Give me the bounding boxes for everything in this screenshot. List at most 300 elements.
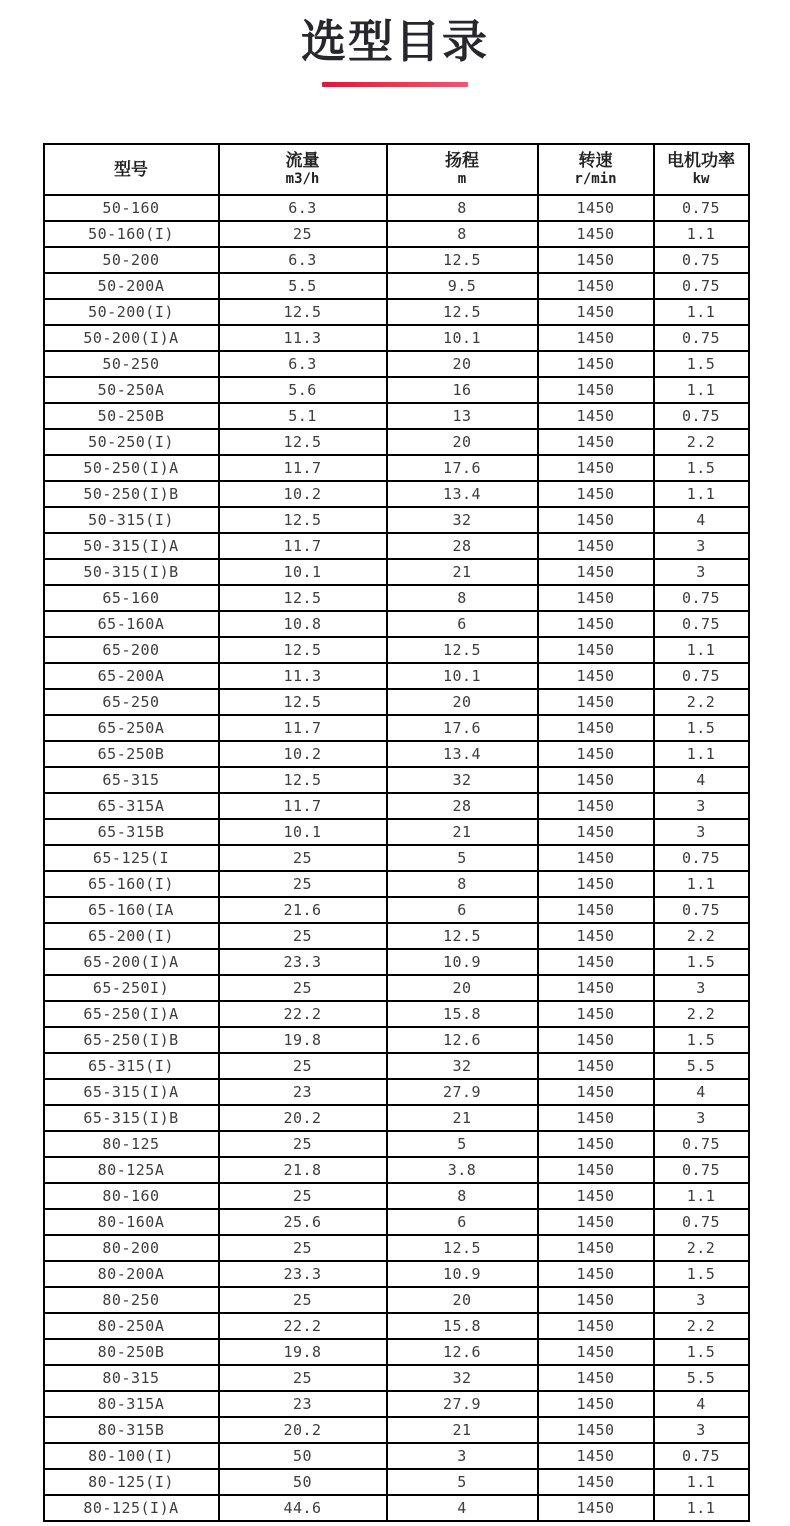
cell-model: 50-200(I)A <box>44 325 219 351</box>
cell-flow: 23.3 <box>219 1261 387 1287</box>
cell-flow: 10.2 <box>219 481 387 507</box>
cell-model: 65-250A <box>44 715 219 741</box>
cell-head: 6 <box>387 897 538 923</box>
cell-head: 12.5 <box>387 923 538 949</box>
cell-flow: 50 <box>219 1443 387 1469</box>
cell-model: 80-125(I)A <box>44 1495 219 1521</box>
cell-head: 10.9 <box>387 1261 538 1287</box>
column-unit: r/min <box>574 171 617 188</box>
cell-head: 32 <box>387 1365 538 1391</box>
table-row <box>44 1313 749 1339</box>
cell-model: 65-315(I)A <box>44 1079 219 1105</box>
cell-flow: 23 <box>219 1391 387 1417</box>
cell-power: 1.5 <box>654 1261 749 1287</box>
cell-model: 80-315B <box>44 1417 219 1443</box>
column-label: 型号 <box>114 159 148 179</box>
cell-model: 50-250(I)A <box>44 455 219 481</box>
cell-power: 1.1 <box>654 377 749 403</box>
cell-head: 8 <box>387 221 538 247</box>
cell-speed: 1450 <box>538 897 654 923</box>
cell-head: 9.5 <box>387 273 538 299</box>
cell-head: 3.8 <box>387 1157 538 1183</box>
cell-flow: 6.3 <box>219 195 387 221</box>
cell-speed: 1450 <box>538 1391 654 1417</box>
cell-head: 21 <box>387 819 538 845</box>
cell-power: 1.1 <box>654 1183 749 1209</box>
cell-model: 50-315(I)A <box>44 533 219 559</box>
cell-flow: 10.8 <box>219 611 387 637</box>
table-row <box>44 897 749 923</box>
cell-head: 4 <box>387 1495 538 1521</box>
cell-head: 8 <box>387 195 538 221</box>
table-row <box>44 741 749 767</box>
cell-flow: 25.6 <box>219 1209 387 1235</box>
cell-head: 20 <box>387 1287 538 1313</box>
cell-speed: 1450 <box>538 1209 654 1235</box>
cell-flow: 25 <box>219 975 387 1001</box>
cell-flow: 22.2 <box>219 1001 387 1027</box>
cell-speed: 1450 <box>538 1313 654 1339</box>
col-header-model <box>44 144 219 195</box>
title-underline <box>322 82 468 87</box>
cell-model: 80-125 <box>44 1131 219 1157</box>
cell-power: 5.5 <box>654 1053 749 1079</box>
cell-model: 50-315(I) <box>44 507 219 533</box>
table-row <box>44 559 749 585</box>
cell-power: 3 <box>654 559 749 585</box>
cell-model: 50-250B <box>44 403 219 429</box>
table-row <box>44 689 749 715</box>
cell-flow: 19.8 <box>219 1339 387 1365</box>
cell-head: 5 <box>387 845 538 871</box>
cell-head: 32 <box>387 1053 538 1079</box>
table-row <box>44 1001 749 1027</box>
cell-power: 3 <box>654 793 749 819</box>
cell-head: 12.5 <box>387 637 538 663</box>
cell-power: 1.1 <box>654 871 749 897</box>
cell-flow: 25 <box>219 845 387 871</box>
cell-power: 2.2 <box>654 429 749 455</box>
cell-flow: 20.2 <box>219 1105 387 1131</box>
table-row <box>44 195 749 221</box>
cell-head: 6 <box>387 1209 538 1235</box>
cell-power: 3 <box>654 1417 749 1443</box>
cell-power: 0.75 <box>654 611 749 637</box>
cell-flow: 23.3 <box>219 949 387 975</box>
cell-flow: 10.2 <box>219 741 387 767</box>
table-row <box>44 1469 749 1495</box>
cell-model: 65-250(I)A <box>44 1001 219 1027</box>
cell-speed: 1450 <box>538 715 654 741</box>
table-row <box>44 1417 749 1443</box>
table-row <box>44 1391 749 1417</box>
cell-power: 5.5 <box>654 1365 749 1391</box>
cell-power: 0.75 <box>654 247 749 273</box>
cell-flow: 6.3 <box>219 247 387 273</box>
cell-model: 65-125(I <box>44 845 219 871</box>
selection-catalog-table <box>43 143 750 1522</box>
cell-model: 65-315B <box>44 819 219 845</box>
cell-power: 1.1 <box>654 299 749 325</box>
cell-speed: 1450 <box>538 845 654 871</box>
cell-head: 6 <box>387 611 538 637</box>
cell-speed: 1450 <box>538 195 654 221</box>
cell-head: 28 <box>387 533 538 559</box>
cell-flow: 25 <box>219 221 387 247</box>
cell-power: 3 <box>654 533 749 559</box>
cell-flow: 10.1 <box>219 559 387 585</box>
table-row <box>44 975 749 1001</box>
cell-head: 13.4 <box>387 481 538 507</box>
cell-head: 13.4 <box>387 741 538 767</box>
cell-model: 65-200(I)A <box>44 949 219 975</box>
cell-speed: 1450 <box>538 611 654 637</box>
cell-model: 80-200A <box>44 1261 219 1287</box>
column-label: 流量 <box>285 151 320 171</box>
table-row <box>44 1027 749 1053</box>
cell-flow: 11.7 <box>219 533 387 559</box>
column-unit: kw <box>692 171 710 188</box>
cell-head: 21 <box>387 559 538 585</box>
cell-model: 80-250B <box>44 1339 219 1365</box>
cell-model: 50-200A <box>44 273 219 299</box>
cell-power: 0.75 <box>654 403 749 429</box>
cell-speed: 1450 <box>538 741 654 767</box>
table-row <box>44 273 749 299</box>
table-row <box>44 351 749 377</box>
cell-model: 65-250 <box>44 689 219 715</box>
cell-flow: 12.5 <box>219 767 387 793</box>
table-row <box>44 1209 749 1235</box>
col-header-power <box>654 144 749 195</box>
cell-speed: 1450 <box>538 819 654 845</box>
cell-power: 1.5 <box>654 715 749 741</box>
cell-speed: 1450 <box>538 247 654 273</box>
cell-model: 80-315A <box>44 1391 219 1417</box>
cell-head: 12.5 <box>387 247 538 273</box>
cell-model: 50-250(I)B <box>44 481 219 507</box>
cell-power: 0.75 <box>654 273 749 299</box>
cell-flow: 11.7 <box>219 715 387 741</box>
cell-model: 65-160A <box>44 611 219 637</box>
cell-flow: 10.1 <box>219 819 387 845</box>
cell-speed: 1450 <box>538 403 654 429</box>
table-row <box>44 481 749 507</box>
table-row <box>44 585 749 611</box>
cell-flow: 25 <box>219 1287 387 1313</box>
cell-head: 10.1 <box>387 325 538 351</box>
cell-power: 0.75 <box>654 897 749 923</box>
cell-flow: 12.5 <box>219 585 387 611</box>
cell-speed: 1450 <box>538 1365 654 1391</box>
table-row <box>44 1235 749 1261</box>
col-header-head <box>387 144 538 195</box>
cell-head: 12.5 <box>387 1235 538 1261</box>
cell-head: 20 <box>387 975 538 1001</box>
cell-model: 50-160 <box>44 195 219 221</box>
table-row <box>44 1105 749 1131</box>
cell-power: 1.1 <box>654 481 749 507</box>
column-label: 电机功率 <box>667 151 735 171</box>
table-row <box>44 767 749 793</box>
cell-power: 1.1 <box>654 1495 749 1521</box>
cell-model: 65-250(I)B <box>44 1027 219 1053</box>
cell-flow: 11.3 <box>219 325 387 351</box>
cell-model: 65-250B <box>44 741 219 767</box>
cell-model: 65-200A <box>44 663 219 689</box>
cell-power: 1.1 <box>654 741 749 767</box>
cell-model: 65-160 <box>44 585 219 611</box>
cell-head: 32 <box>387 507 538 533</box>
column-label: 转速 <box>578 151 613 171</box>
cell-power: 1.1 <box>654 221 749 247</box>
cell-flow: 25 <box>219 871 387 897</box>
cell-speed: 1450 <box>538 1157 654 1183</box>
col-header-speed <box>538 144 654 195</box>
cell-speed: 1450 <box>538 429 654 455</box>
cell-head: 17.6 <box>387 715 538 741</box>
cell-speed: 1450 <box>538 1469 654 1495</box>
cell-speed: 1450 <box>538 637 654 663</box>
cell-power: 0.75 <box>654 1209 749 1235</box>
cell-speed: 1450 <box>538 1001 654 1027</box>
cell-head: 5 <box>387 1131 538 1157</box>
table-row <box>44 507 749 533</box>
cell-speed: 1450 <box>538 1417 654 1443</box>
cell-flow: 5.5 <box>219 273 387 299</box>
cell-flow: 44.6 <box>219 1495 387 1521</box>
cell-model: 80-125(I) <box>44 1469 219 1495</box>
table-row <box>44 715 749 741</box>
cell-head: 17.6 <box>387 455 538 481</box>
table-row <box>44 1157 749 1183</box>
cell-flow: 25 <box>219 923 387 949</box>
cell-speed: 1450 <box>538 1053 654 1079</box>
cell-flow: 12.5 <box>219 429 387 455</box>
header-row <box>44 144 749 195</box>
cell-head: 16 <box>387 377 538 403</box>
table-row <box>44 637 749 663</box>
cell-flow: 23 <box>219 1079 387 1105</box>
cell-flow: 12.5 <box>219 637 387 663</box>
cell-power: 1.5 <box>654 455 749 481</box>
column-unit: m3/h <box>285 171 320 188</box>
cell-speed: 1450 <box>538 1079 654 1105</box>
cell-head: 21 <box>387 1417 538 1443</box>
cell-head: 28 <box>387 793 538 819</box>
cell-model: 65-315A <box>44 793 219 819</box>
column-unit: m <box>457 171 467 188</box>
cell-power: 0.75 <box>654 195 749 221</box>
cell-model: 50-160(I) <box>44 221 219 247</box>
table-row <box>44 455 749 481</box>
cell-model: 50-200 <box>44 247 219 273</box>
cell-model: 80-160A <box>44 1209 219 1235</box>
cell-power: 2.2 <box>654 1001 749 1027</box>
cell-head: 12.6 <box>387 1027 538 1053</box>
table-row <box>44 1053 749 1079</box>
catalog-table-container <box>43 143 748 1522</box>
cell-model: 50-250A <box>44 377 219 403</box>
cell-speed: 1450 <box>538 1261 654 1287</box>
cell-speed: 1450 <box>538 1339 654 1365</box>
cell-model: 80-160 <box>44 1183 219 1209</box>
cell-head: 5 <box>387 1469 538 1495</box>
cell-speed: 1450 <box>538 481 654 507</box>
cell-flow: 11.3 <box>219 663 387 689</box>
cell-flow: 50 <box>219 1469 387 1495</box>
table-row <box>44 1495 749 1521</box>
cell-flow: 25 <box>219 1183 387 1209</box>
cell-flow: 5.1 <box>219 403 387 429</box>
cell-speed: 1450 <box>538 663 654 689</box>
cell-speed: 1450 <box>538 585 654 611</box>
table-row <box>44 377 749 403</box>
table-row <box>44 923 749 949</box>
cell-power: 2.2 <box>654 1235 749 1261</box>
cell-flow: 6.3 <box>219 351 387 377</box>
table-row <box>44 1339 749 1365</box>
cell-model: 80-250A <box>44 1313 219 1339</box>
cell-head: 12.6 <box>387 1339 538 1365</box>
cell-speed: 1450 <box>538 923 654 949</box>
table-row <box>44 325 749 351</box>
cell-model: 65-315 <box>44 767 219 793</box>
cell-speed: 1450 <box>538 299 654 325</box>
cell-speed: 1450 <box>538 1105 654 1131</box>
cell-model: 80-250 <box>44 1287 219 1313</box>
table-row <box>44 949 749 975</box>
cell-head: 20 <box>387 429 538 455</box>
cell-speed: 1450 <box>538 351 654 377</box>
cell-power: 2.2 <box>654 1313 749 1339</box>
cell-speed: 1450 <box>538 689 654 715</box>
col-header-flow <box>219 144 387 195</box>
cell-power: 0.75 <box>654 1157 749 1183</box>
cell-head: 15.8 <box>387 1001 538 1027</box>
cell-power: 1.5 <box>654 1027 749 1053</box>
cell-flow: 25 <box>219 1131 387 1157</box>
cell-model: 65-315(I)B <box>44 1105 219 1131</box>
cell-power: 0.75 <box>654 585 749 611</box>
cell-speed: 1450 <box>538 1183 654 1209</box>
cell-flow: 25 <box>219 1235 387 1261</box>
cell-power: 0.75 <box>654 325 749 351</box>
cell-power: 1.5 <box>654 1339 749 1365</box>
cell-power: 4 <box>654 507 749 533</box>
cell-power: 4 <box>654 1391 749 1417</box>
cell-speed: 1450 <box>538 1443 654 1469</box>
cell-flow: 25 <box>219 1365 387 1391</box>
table-row <box>44 1183 749 1209</box>
table-row <box>44 1131 749 1157</box>
cell-power: 3 <box>654 819 749 845</box>
table-row <box>44 1443 749 1469</box>
table-row <box>44 533 749 559</box>
cell-power: 0.75 <box>654 663 749 689</box>
cell-power: 0.75 <box>654 1131 749 1157</box>
table-row <box>44 845 749 871</box>
cell-head: 3 <box>387 1443 538 1469</box>
cell-flow: 12.5 <box>219 507 387 533</box>
cell-speed: 1450 <box>538 949 654 975</box>
table-row <box>44 1287 749 1313</box>
cell-speed: 1450 <box>538 559 654 585</box>
table-row <box>44 299 749 325</box>
table-row <box>44 247 749 273</box>
table-row <box>44 819 749 845</box>
cell-power: 3 <box>654 1287 749 1313</box>
cell-power: 0.75 <box>654 845 749 871</box>
cell-flow: 21.6 <box>219 897 387 923</box>
page-title: 选型目录 <box>300 16 489 67</box>
cell-head: 10.1 <box>387 663 538 689</box>
cell-flow: 20.2 <box>219 1417 387 1443</box>
cell-flow: 11.7 <box>219 793 387 819</box>
cell-head: 12.5 <box>387 299 538 325</box>
cell-power: 4 <box>654 767 749 793</box>
cell-head: 20 <box>387 351 538 377</box>
cell-head: 10.9 <box>387 949 538 975</box>
cell-model: 80-100(I) <box>44 1443 219 1469</box>
cell-head: 21 <box>387 1105 538 1131</box>
cell-flow: 12.5 <box>219 689 387 715</box>
cell-flow: 5.6 <box>219 377 387 403</box>
cell-head: 8 <box>387 871 538 897</box>
cell-head: 27.9 <box>387 1391 538 1417</box>
cell-model: 65-200(I) <box>44 923 219 949</box>
cell-power: 1.5 <box>654 949 749 975</box>
cell-model: 65-315(I) <box>44 1053 219 1079</box>
cell-head: 15.8 <box>387 1313 538 1339</box>
cell-speed: 1450 <box>538 975 654 1001</box>
cell-flow: 12.5 <box>219 299 387 325</box>
table-row <box>44 1365 749 1391</box>
cell-flow: 21.8 <box>219 1157 387 1183</box>
cell-power: 2.2 <box>654 689 749 715</box>
cell-power: 3 <box>654 1105 749 1131</box>
cell-speed: 1450 <box>538 507 654 533</box>
cell-model: 50-200(I) <box>44 299 219 325</box>
cell-model: 80-200 <box>44 1235 219 1261</box>
cell-power: 2.2 <box>654 923 749 949</box>
table-row <box>44 793 749 819</box>
cell-head: 20 <box>387 689 538 715</box>
cell-speed: 1450 <box>538 221 654 247</box>
table-row <box>44 611 749 637</box>
cell-model: 65-160(I) <box>44 871 219 897</box>
cell-model: 50-250(I) <box>44 429 219 455</box>
table-row <box>44 871 749 897</box>
cell-speed: 1450 <box>538 767 654 793</box>
table-row <box>44 663 749 689</box>
cell-model: 50-250 <box>44 351 219 377</box>
cell-speed: 1450 <box>538 1027 654 1053</box>
cell-speed: 1450 <box>538 377 654 403</box>
cell-speed: 1450 <box>538 325 654 351</box>
cell-model: 65-160(IA <box>44 897 219 923</box>
cell-model: 65-200 <box>44 637 219 663</box>
cell-flow: 22.2 <box>219 1313 387 1339</box>
table-body <box>44 195 749 1521</box>
cell-power: 1.5 <box>654 351 749 377</box>
cell-flow: 25 <box>219 1053 387 1079</box>
table-row <box>44 221 749 247</box>
cell-model: 65-250I) <box>44 975 219 1001</box>
cell-power: 1.1 <box>654 637 749 663</box>
cell-head: 8 <box>387 1183 538 1209</box>
cell-speed: 1450 <box>538 533 654 559</box>
